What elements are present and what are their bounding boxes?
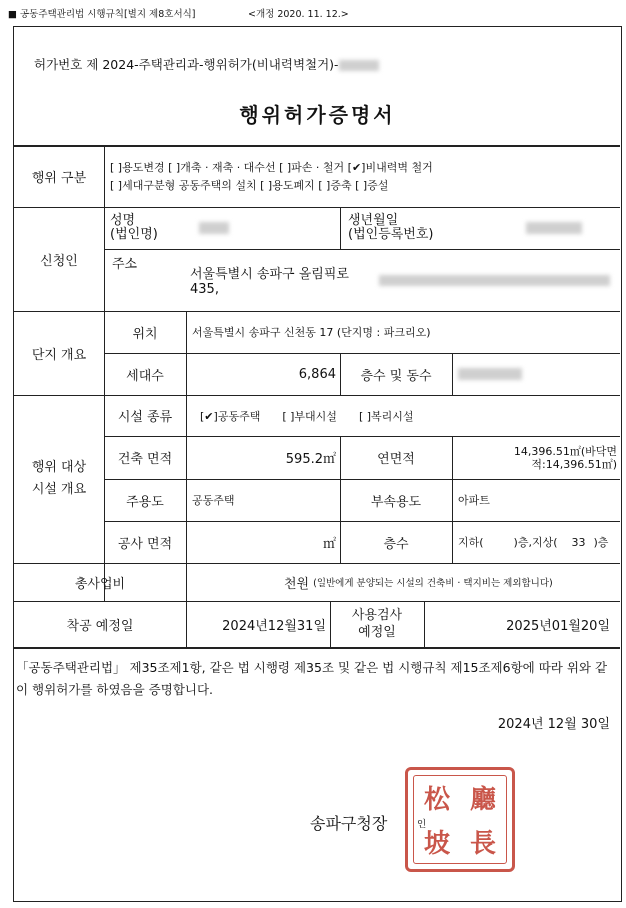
- households-value: 6,864: [298, 366, 336, 382]
- project-cost-unit: 천원: [284, 576, 310, 592]
- location-value: 서울특별시 송파구 신천동 17 (단지명 : 파크리오): [192, 326, 431, 339]
- seal-mark: 인: [417, 819, 427, 830]
- floors-basement: 지하(: [458, 536, 484, 549]
- action-option[interactable]: [ ]증축: [318, 179, 352, 192]
- action-options-line-1: [110, 159, 433, 175]
- certificate-frame: [13, 26, 622, 902]
- redacted-address-detail: [379, 275, 610, 286]
- facility-label: 행위 대상 시설 개요: [31, 460, 87, 497]
- facility-type-label: 시설 종류: [117, 410, 173, 425]
- rule: [452, 436, 453, 563]
- action-type-options: [110, 147, 618, 205]
- permit-number-line: [34, 55, 379, 73]
- form-reference: [8, 6, 349, 20]
- redacted-permit-suffix: [339, 60, 379, 71]
- permit-number: 제 2024-주택관리과-행위허가(비내력벽철거)-: [86, 57, 339, 72]
- building-area-label: 건축 면적: [117, 452, 173, 467]
- rule: [104, 249, 620, 250]
- floors-mid: )층,지상(: [513, 536, 558, 549]
- action-option[interactable]: [ ]개축 · 재축 · 대수선: [168, 161, 276, 174]
- households-label: 세대수: [126, 368, 164, 384]
- action-option[interactable]: [ ]용도폐지: [260, 179, 315, 192]
- start-date-label: 착공 예정일: [66, 618, 134, 634]
- applicant-address-text: 서울특별시 송파구 올림픽로 435,: [190, 267, 349, 297]
- location-label: 위치: [132, 326, 158, 342]
- action-option[interactable]: [ ]용도변경: [110, 161, 165, 174]
- seal-glyphs: 松 廳 坡 長: [413, 775, 507, 864]
- floors-buildings-label: 층수 및 동수: [360, 368, 432, 384]
- applicant-address: [190, 267, 610, 297]
- inspection-date-label: 사용검사 예정일: [351, 608, 403, 640]
- rule: [340, 207, 341, 249]
- form-ref-text: ■ 공동주택관리법 시행규칙[별지 제8호서식]: [8, 9, 196, 20]
- applicant-name-label: 성명 (법인명): [110, 213, 158, 242]
- rule: [452, 353, 453, 395]
- project-cost-note: (일반에게 분양되는 시설의 건축비 · 택지비는 제외합니다): [313, 578, 553, 589]
- issue-date: 2024년 12월 30일: [497, 716, 610, 732]
- sub-use-label: 부속용도: [370, 494, 422, 510]
- floors-value: [458, 521, 618, 563]
- action-options-line-2: [110, 177, 388, 193]
- applicant-name-redacted: [199, 210, 319, 246]
- issuer-name: 송파구청장: [310, 813, 388, 833]
- action-option[interactable]: [ ]세대구분형 공동주택의 설치: [110, 179, 257, 192]
- work-area-label: 공사 면적: [117, 536, 173, 552]
- facility-option[interactable]: [ ]부대시설: [282, 409, 337, 423]
- total-area-value: 14,396.51㎡(바닥면적:14,396.51㎡): [513, 444, 617, 471]
- project-cost-value: [284, 563, 620, 601]
- applicant-address-label: 주소: [112, 256, 138, 272]
- action-option[interactable]: [ ]파손 · 철거: [279, 161, 345, 174]
- work-area-value: ㎡: [322, 536, 336, 552]
- inspection-date-value: 2025년01월20일: [506, 618, 610, 634]
- action-type-label: 행위 구분: [31, 170, 87, 186]
- total-area-label: 연면적: [377, 452, 415, 467]
- main-use-label: 주용도: [126, 494, 164, 510]
- document-title: 행위허가증명서: [239, 103, 396, 127]
- floors-label: 층수: [383, 536, 409, 552]
- facility-option-checked[interactable]: [✔]공동주택: [200, 409, 261, 423]
- applicant-birth-label: 생년월일 (법인등록번호): [348, 213, 434, 242]
- applicant-birth-redacted: [494, 210, 614, 246]
- start-date-value: 2024년12월31일: [222, 618, 326, 634]
- main-use-value: 공동주택: [192, 494, 235, 507]
- floors-buildings-redacted: [458, 353, 608, 395]
- official-seal-stamp: [405, 767, 515, 872]
- building-area-value: 595.2㎡: [285, 452, 336, 467]
- permit-label: 허가번호: [34, 57, 83, 72]
- action-option-checked[interactable]: [✔]비내력벽 철거: [347, 161, 433, 174]
- facility-type-options: [200, 395, 600, 436]
- facility-option[interactable]: [ ]복리시설: [358, 409, 414, 423]
- rule: [14, 647, 620, 649]
- applicant-label: 신청인: [40, 253, 78, 269]
- sub-use-value: 아파트: [458, 494, 490, 507]
- floors-end: )층: [593, 536, 609, 549]
- project-cost-label: 총사업비: [74, 576, 126, 592]
- floors-above: 33: [571, 535, 586, 549]
- action-option[interactable]: [ ]증설: [355, 179, 389, 192]
- complex-label: 단지 개요: [31, 347, 87, 363]
- certification-statement: 「공동주택관리법」 제35조제1항, 같은 법 시행령 제35조 및 같은 법 시행규칙 제15조제6항에 따라 위와 같이 행위허가를 하였음을 증명합니다.: [16, 660, 608, 697]
- revision-date: <개정 2020. 11. 12.>: [248, 9, 349, 20]
